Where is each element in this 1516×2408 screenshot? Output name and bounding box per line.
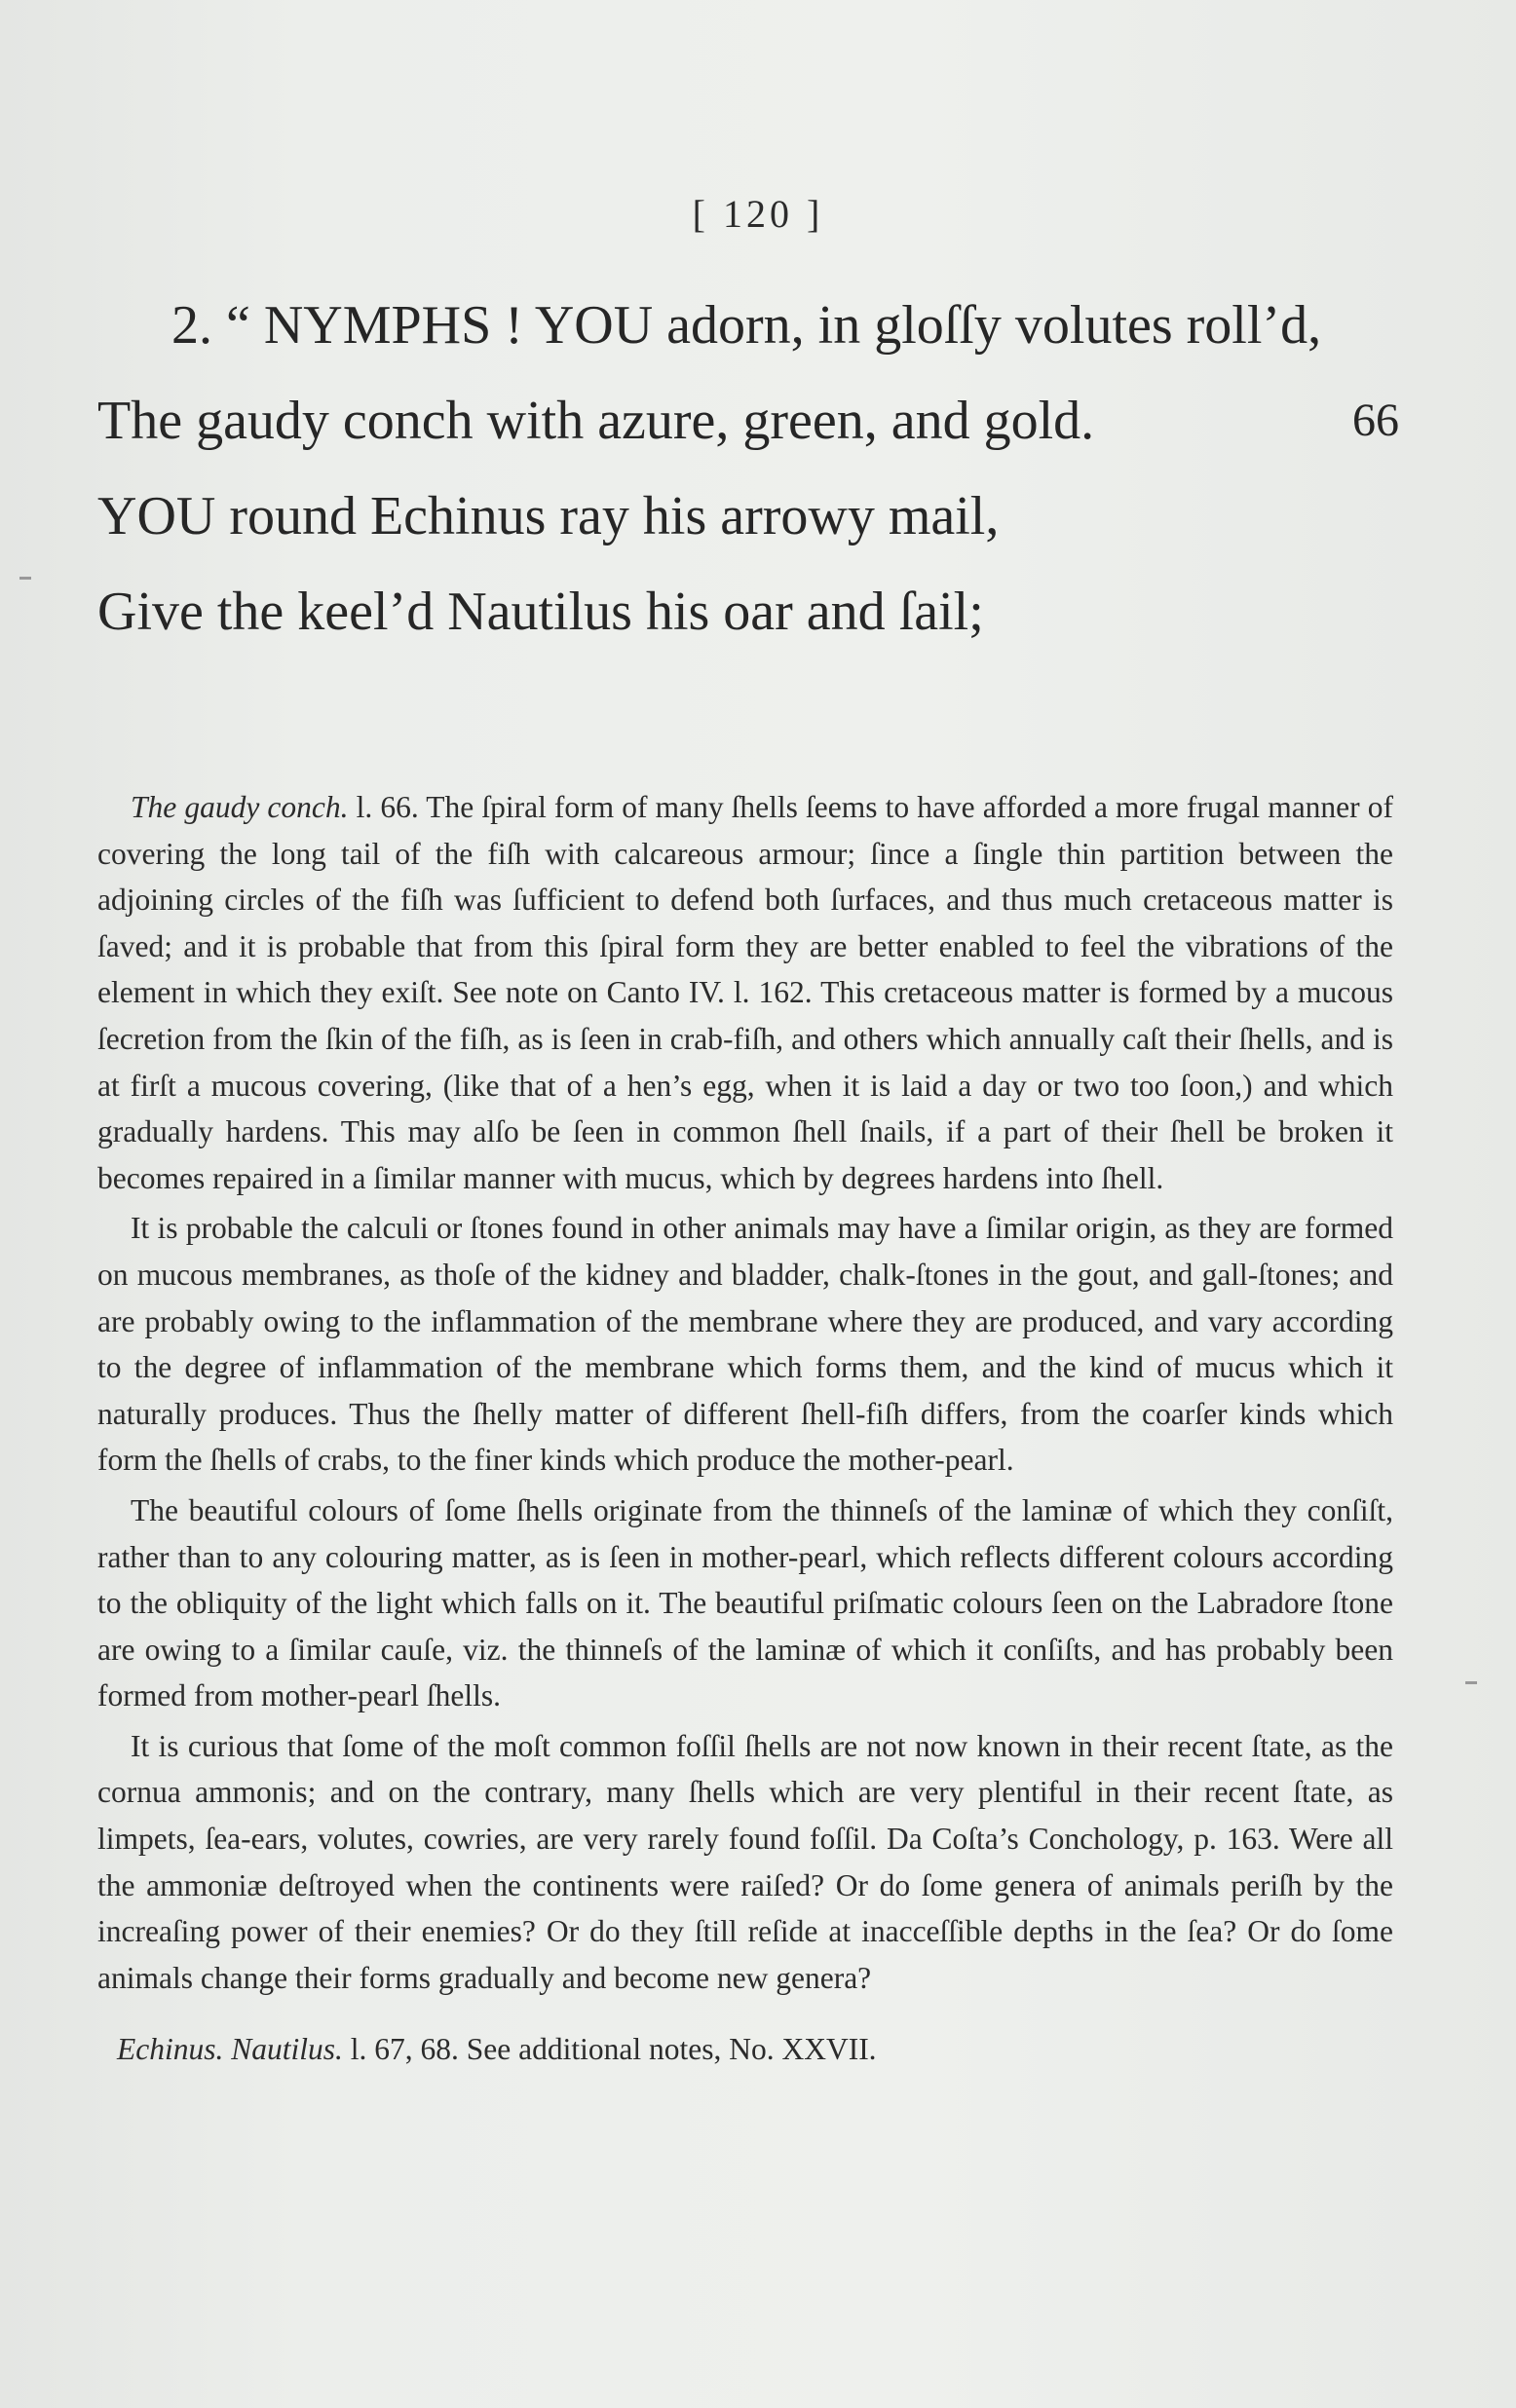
line-number: 66 [1352, 395, 1399, 446]
verse-line [97, 564, 1422, 659]
note-paragraph: The beautiful colours of ſome ſhells originate from the thinneſs of the laminæ of which they conſiſt, rather than to any colouring matter, as is ſeen in mother-pearl, which reflects different colours according to the obliquity of the light which falls on it. The beautiful priſmatic colours ſeen on the Labradore ſtone are owing to a ſimilar cauſe, viz. the thinneſs of the laminæ of which it conſiſts, and has probably been formed from mother-pearl ſhells. [97, 1492, 1393, 1713]
verse-line [97, 278, 1422, 373]
verse-line-text: Give the keel’d Nautilus his oar and ſail; [97, 582, 984, 642]
note-paragraph [97, 784, 1393, 1201]
note-lead: The gaudy conch. [131, 790, 349, 824]
note-paragraph: It is curious that ſome of the moſt common foſſil ſhells are not now known in their recent ſtate, as the cornua ammonis; and on the contrary, many ſhells which are very plentiful in their recent ſtate, as limpets, ſea-ears, volutes, cowries, are very rarely found foſſil. Da Coſta’s Conchology, p. 163. Were all the ammoniæ deſtroyed when the continents were raiſed? Or do ſome genera of animals periſh by the increaſing power of their enemies? Or do they ſtill reſide at inacceſſible depths in the ſea? Or do ſome animals change their forms gradually and become new genera? [97, 1728, 1393, 1995]
page-number: [ 120 ] [692, 192, 824, 236]
verse-block [97, 278, 1422, 659]
note-paragraph: It is probable the calculi or ſtones found in other animals may have a ſimilar origin, as they are formed on mucous membranes, as thoſe of the kidney and bladder, chalk-ſtones in the gout, and gall-ſtones; and are probably owing to the inflammation of the membrane where they are produced, and vary according to the degree of inflammation of the membrane which forms them, and the kind of mucus which it naturally produces. Thus the ſhelly matter of different ſhell-fiſh differs, from the coarſer kinds which form the ſhells of crabs, to the finer kinds which produce the mother-pearl. [97, 1211, 1393, 1478]
note-text: l. 67, 68. See additional notes, No. XXVII. [342, 2032, 877, 2067]
note-lead: Echinus. Nautilus. [117, 2032, 343, 2067]
note-text: l. 66. The ſpiral form of many ſhells ſeems to have afforded a more frugal manner of covering the long tail of the fiſh with calcareous armour; ſince a ſingle thin partition between the adjoining circles of the fiſh was ſufficient to defend both ſurfaces, and thus much cretaceous matter is ſaved; and it is probable that from this ſpiral form they are better enabled to feel the vibrations of the element in which they exiſt. See note on Canto IV. l. 162. This cretaceous matter is formed by a mucous ſecretion from the ſkin of the fiſh, as is ſeen in crab-fiſh, and others which annually caſt their ſhells, and is at firſt a mucous covering, (like that of a hen’s egg, when it is laid a day or two too ſoon,) and which gradually hardens. This may alſo be ſeen in common ſhell ſnails, if a part of their ſhell be broken it becomes repaired in a ſimilar manner with mucus, which by degrees hardens into ſhell. [97, 790, 1393, 1195]
margin-mark [1465, 1681, 1477, 1684]
margin-mark [19, 577, 31, 580]
notes-block [97, 784, 1393, 2073]
verse-line-text: 2. “ NYMPHS ! YOU adorn, in gloſſy volutes roll’d, [171, 295, 1322, 356]
verse-line-text: The gaudy conch with azure, green, and gold. [97, 391, 1095, 451]
verse-line [97, 469, 1422, 564]
verse-line [97, 373, 1422, 469]
note-reference [97, 2026, 1393, 2073]
verse-line-text: YOU round Echinus ray his arrowy mail, [97, 486, 1000, 546]
